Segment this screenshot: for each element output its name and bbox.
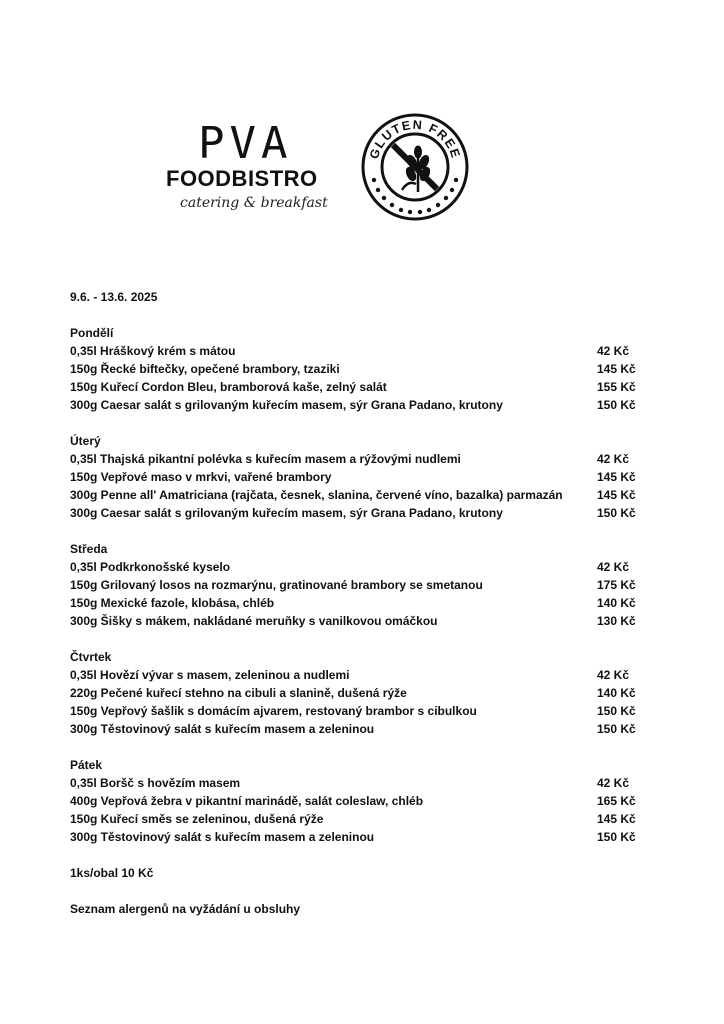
item-price: 42 Kč <box>597 452 630 466</box>
day-name: Středa <box>70 542 108 556</box>
item-price: 42 Kč <box>597 344 630 358</box>
menu-item <box>70 720 636 738</box>
item-text: 0,35l Boršč s hovězím masem <box>70 776 241 790</box>
item-price: 145 Kč <box>597 362 636 376</box>
allergen-note: Seznam alergenů na vyžádání u obsluhy <box>70 902 301 916</box>
day-name: Pondělí <box>70 326 114 340</box>
item-text: 0,35l Hráškový krém s mátou <box>70 344 236 358</box>
packaging-note: 1ks/obal 10 Kč <box>70 866 154 880</box>
item-price: 42 Kč <box>597 668 630 682</box>
item-price: 165 Kč <box>597 794 636 808</box>
day-name: Čtvrtek <box>70 650 112 664</box>
menu-item <box>70 774 636 792</box>
menu-content <box>70 288 636 918</box>
menu-item <box>70 396 636 414</box>
day-name: Pátek <box>70 758 103 772</box>
menu-item <box>70 450 636 468</box>
item-price: 175 Kč <box>597 578 636 592</box>
menu-item <box>70 558 636 576</box>
menu-item <box>70 666 636 684</box>
item-price: 145 Kč <box>597 812 636 826</box>
item-text: 300g Caesar salát s grilovaným kuřecím masem, sýr Grana Padano, krutony <box>70 506 503 520</box>
item-text: 150g Kuřecí směs se zeleninou, dušená rýže <box>70 812 324 826</box>
menu-item <box>70 702 636 720</box>
day-monday <box>70 324 636 414</box>
item-price: 130 Kč <box>597 614 636 628</box>
menu-item <box>70 594 636 612</box>
item-text: 300g Těstovinový salát s kuřecím masem a zeleninou <box>70 722 375 736</box>
date-range: 9.6. - 13.6. 2025 <box>70 290 158 304</box>
menu-item <box>70 810 636 828</box>
item-text: 400g Vepřová žebra v pikantní marinádě, salát coleslaw, chléb <box>70 794 424 808</box>
item-text: 150g Mexické fazole, klobása, chléb <box>70 596 275 610</box>
item-price: 42 Kč <box>597 776 630 790</box>
menu-item <box>70 378 636 396</box>
item-text: 300g Šišky s mákem, nakládané meruňky s vanilkovou omáčkou <box>70 614 438 628</box>
item-price: 150 Kč <box>597 506 636 520</box>
item-text: 150g Vepřové maso v mrkvi, vařené brambory <box>70 470 332 484</box>
item-price: 145 Kč <box>597 488 636 502</box>
item-text: 150g Grilovaný losos na rozmarýnu, gratinované brambory se smetanou <box>70 578 483 592</box>
menu-item <box>70 342 636 360</box>
brand-logo <box>160 112 340 222</box>
badge-text: GLUTEN FREE <box>366 117 464 161</box>
item-text: 300g Penne all' Amatriciana (rajčata, česnek, slanina, červené víno, bazalka) parmazán <box>70 488 563 502</box>
day-wednesday <box>70 540 636 630</box>
item-price: 140 Kč <box>597 686 636 700</box>
item-text: 0,35l Podkrkonošské kyselo <box>70 560 231 574</box>
menu-item <box>70 360 636 378</box>
logo-foodbistro-text: FOODBISTRO <box>166 166 318 191</box>
menu-item <box>70 612 636 630</box>
menu-item <box>70 486 636 504</box>
item-text: 220g Pečené kuřecí stehno na cibuli a slanině, dušená rýže <box>70 686 407 700</box>
day-tuesday <box>70 432 636 522</box>
menu-item <box>70 684 636 702</box>
day-thursday <box>70 648 636 738</box>
item-text: 0,35l Thajská pikantní polévka s kuřecím masem a rýžovými nudlemi <box>70 452 461 466</box>
menu-item <box>70 576 636 594</box>
menu-item <box>70 468 636 486</box>
item-text: 300g Caesar salát s grilovaným kuřecím masem, sýr Grana Padano, krutony <box>70 398 503 412</box>
day-name: Úterý <box>70 434 101 448</box>
logo-tagline: catering & breakfast <box>180 195 328 211</box>
logo-pva-text: PVA <box>198 118 293 169</box>
item-text: 150g Řecké biftečky, opečené brambory, tzaziki <box>70 362 340 376</box>
item-price: 140 Kč <box>597 596 636 610</box>
item-price: 150 Kč <box>597 704 636 718</box>
day-friday <box>70 756 636 846</box>
menu-item <box>70 828 636 846</box>
item-price: 42 Kč <box>597 560 630 574</box>
item-text: 150g Kuřecí Cordon Bleu, bramborová kaše, zelný salát <box>70 380 387 394</box>
item-price: 145 Kč <box>597 470 636 484</box>
item-text: 0,35l Hovězí vývar s masem, zeleninou a nudlemi <box>70 668 350 682</box>
item-price: 150 Kč <box>597 722 636 736</box>
item-price: 155 Kč <box>597 380 636 394</box>
menu-item <box>70 792 636 810</box>
item-price: 150 Kč <box>597 398 636 412</box>
item-text: 300g Těstovinový salát s kuřecím masem a zeleninou <box>70 830 375 844</box>
menu-item <box>70 504 636 522</box>
item-text: 150g Vepřový šašlik s domácím ajvarem, restovaný brambor s cibulkou <box>70 704 477 718</box>
item-price: 150 Kč <box>597 830 636 844</box>
gluten-free-badge-icon <box>360 112 470 222</box>
